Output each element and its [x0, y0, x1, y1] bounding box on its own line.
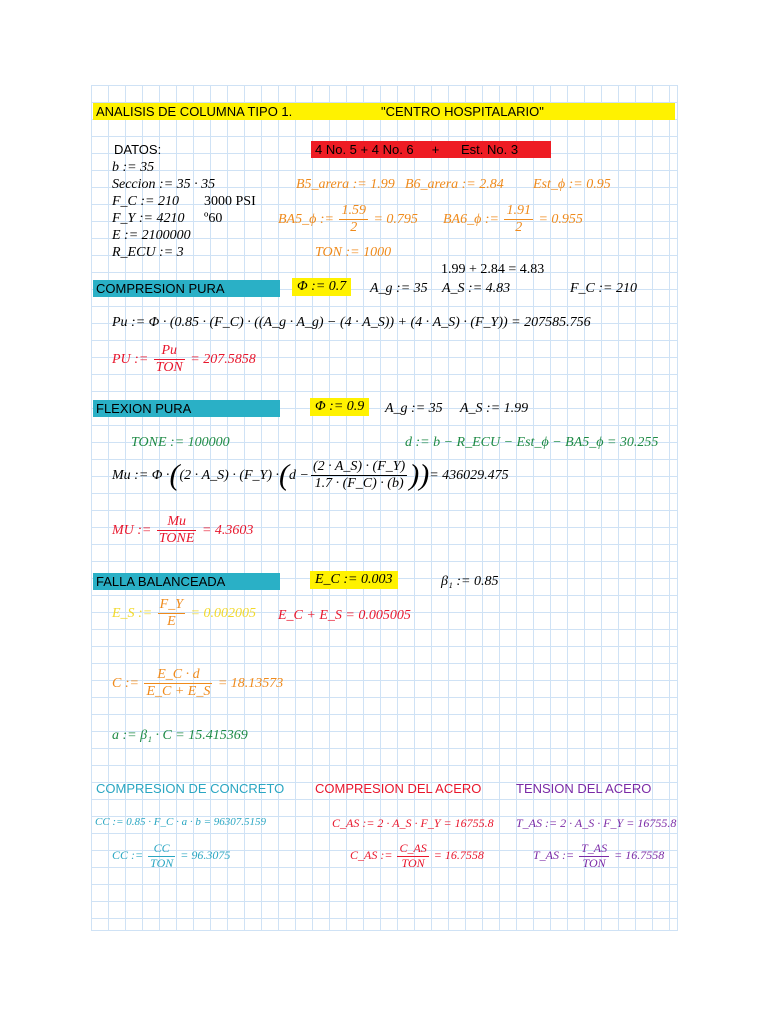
compresion-ag: A_g := 35 — [370, 281, 428, 296]
MU-den: TONE — [158, 531, 195, 547]
header-band — [93, 103, 675, 120]
cas-ton-equation — [350, 842, 484, 871]
flexion-as: A_S := 1.99 — [460, 401, 529, 416]
reinforcement-band: 4 No. 5 + 4 No. 6 + Est. No. 3 — [311, 141, 551, 158]
ca2-fraction — [397, 842, 428, 871]
cc-ton-equation — [112, 842, 230, 871]
ca2-result: = 16.7558 — [433, 848, 484, 863]
var-e: E := 2100000 — [112, 228, 191, 243]
ba5-num: 1.59 — [339, 203, 368, 220]
ta2-result: = 16.7558 — [614, 848, 665, 863]
a-equation: a := β₁ · C = 15.415369 — [112, 728, 248, 743]
compresion-band: COMPRESION PURA — [93, 280, 280, 297]
var-b6: B6_arera := 2.84 — [405, 177, 504, 192]
compresion-as: A_S := 4.83 — [442, 281, 511, 296]
var-seccion: Seccion := 35 · 35 — [112, 177, 216, 192]
PU-lhs: PU := — [112, 351, 149, 367]
c-result: = 18.13573 — [217, 675, 284, 691]
ba6-result: = 0.955 — [538, 211, 583, 227]
cc2-den: TON — [150, 855, 174, 870]
PU-den: TON — [155, 360, 183, 376]
MU-result: = 4.3603 — [201, 522, 254, 538]
es-fraction — [158, 597, 185, 630]
PU-result: = 207.5858 — [190, 351, 256, 367]
mu-paren-open-inner: ( — [278, 458, 289, 492]
var-b: b := 35 — [112, 160, 155, 175]
c-fraction — [144, 667, 212, 700]
psi-note: 3000 PSI — [204, 194, 256, 209]
MU-num: Mu — [157, 514, 197, 531]
var-ba5 — [278, 203, 418, 236]
mu-part-c: d − — [288, 467, 309, 483]
header-title: ANALISIS DE COLUMNA TIPO 1. — [96, 104, 293, 119]
header-project: "CENTRO HOSPITALARIO" — [381, 104, 544, 119]
mu-paren-close: )) — [409, 458, 430, 492]
c-den: E_C + E_S — [146, 684, 211, 700]
flexion-ag: A_g := 35 — [385, 401, 443, 416]
ba6-fraction — [504, 203, 533, 236]
ba5-result: = 0.795 — [373, 211, 418, 227]
PU-num: Pu — [154, 343, 185, 360]
ca2-den: TON — [401, 855, 425, 870]
tas-ton-equation — [533, 842, 664, 871]
falla-beta: β₁ := 0.85 — [441, 574, 499, 589]
mu-part-b: (2 · A_S) · (F_Y) · — [179, 467, 279, 483]
MU-lhs: MU := — [112, 522, 152, 538]
var-recu: R_ECU := 3 — [112, 245, 184, 260]
mu-equation — [112, 459, 509, 492]
mu-result: = 436029.475 — [429, 467, 509, 483]
ba6-lhs: BA6_ϕ := — [443, 211, 499, 227]
cc2-result: = 96.3075 — [180, 848, 231, 863]
var-fy: F_Y := 4210 — [112, 211, 185, 226]
cc2-lhs: CC := — [112, 848, 144, 863]
pu-equation: Pu := Φ · (0.85 · (F_C) · ((A_g · A_g) − (4 · A_S)) + (4 · A_S) · (F_Y)) = 207585.756 — [112, 315, 591, 330]
cc2-fraction — [148, 842, 175, 871]
ta2-fraction — [579, 842, 609, 871]
mu-fraction — [311, 459, 407, 492]
PU-fraction — [154, 343, 185, 376]
ca-title: COMPRESION DEL ACERO — [315, 781, 482, 796]
ta2-num: T_AS — [581, 841, 608, 855]
var-ba6 — [443, 203, 583, 236]
area-sum: 1.99 + 2.84 = 4.83 — [441, 262, 545, 277]
grade-note: º60 — [204, 211, 223, 226]
mu-den: 1.7 · (F_C) · (b) — [314, 476, 404, 492]
MU-fraction — [157, 514, 197, 547]
flexion-phi: Φ := 0.9 — [310, 398, 369, 416]
es-lhs: E_S := — [112, 605, 153, 621]
d-equation: d := b − R_ECU − Est_ϕ − BA5_ϕ = 30.255 — [405, 435, 659, 450]
ca2-num: C_AS — [399, 841, 427, 855]
ba5-fraction — [339, 203, 368, 236]
c-equation — [112, 667, 283, 700]
cas-equation: C_AS := 2 · A_S · F_Y = 16755.8 — [332, 816, 494, 830]
datos-label: DATOS: — [114, 142, 162, 157]
cc-title: COMPRESION DE CONCRETO — [96, 781, 285, 796]
mu-part-a: Mu := Φ · — [112, 467, 170, 483]
ca2-lhs: C_AS := — [350, 848, 393, 863]
c-num: E_C · d — [144, 667, 212, 684]
mu-num: (2 · A_S) · (F_Y) — [311, 459, 407, 476]
compresion-phi: Φ := 0.7 — [292, 278, 351, 296]
es-num: F_Y — [158, 597, 185, 614]
cc-equation: CC := 0.85 · F_C · a · b = 96307.5159 — [95, 816, 266, 828]
falla-band: FALLA BALANCEADA — [93, 573, 280, 590]
compresion-fc: F_C := 210 — [570, 281, 637, 296]
es-den: E — [167, 614, 176, 630]
var-b5: B5_arera := 1.99 — [296, 177, 395, 192]
tas-equation: T_AS := 2 · A_S · F_Y = 16755.8 — [516, 816, 677, 830]
var-ton: TON := 1000 — [315, 245, 392, 260]
ba6-num: 1.91 — [504, 203, 533, 220]
falla-ec: E_C := 0.003 — [310, 571, 398, 589]
ecs-sum: E_C + E_S = 0.005005 — [278, 608, 411, 623]
ta-title: TENSION DEL ACERO — [516, 781, 652, 796]
c-lhs: C := — [112, 675, 139, 691]
var-tone: TONE := 100000 — [131, 435, 230, 450]
ba6-den: 2 — [515, 220, 523, 236]
mu-paren-open: ( — [169, 458, 180, 492]
ta2-den: TON — [582, 855, 606, 870]
ta2-lhs: T_AS := — [533, 848, 575, 863]
ba5-lhs: BA5_ϕ := — [278, 211, 334, 227]
ba5-den: 2 — [350, 220, 358, 236]
cc2-num: CC — [148, 842, 175, 857]
MU-equation — [112, 514, 253, 547]
PU-equation — [112, 343, 256, 376]
es-equation — [112, 597, 256, 630]
var-fc: F_C := 210 — [112, 194, 179, 209]
flexion-band: FLEXION PURA — [93, 400, 280, 417]
es-result: = 0.002005 — [190, 605, 256, 621]
var-est: Est_ϕ := 0.95 — [533, 177, 611, 192]
